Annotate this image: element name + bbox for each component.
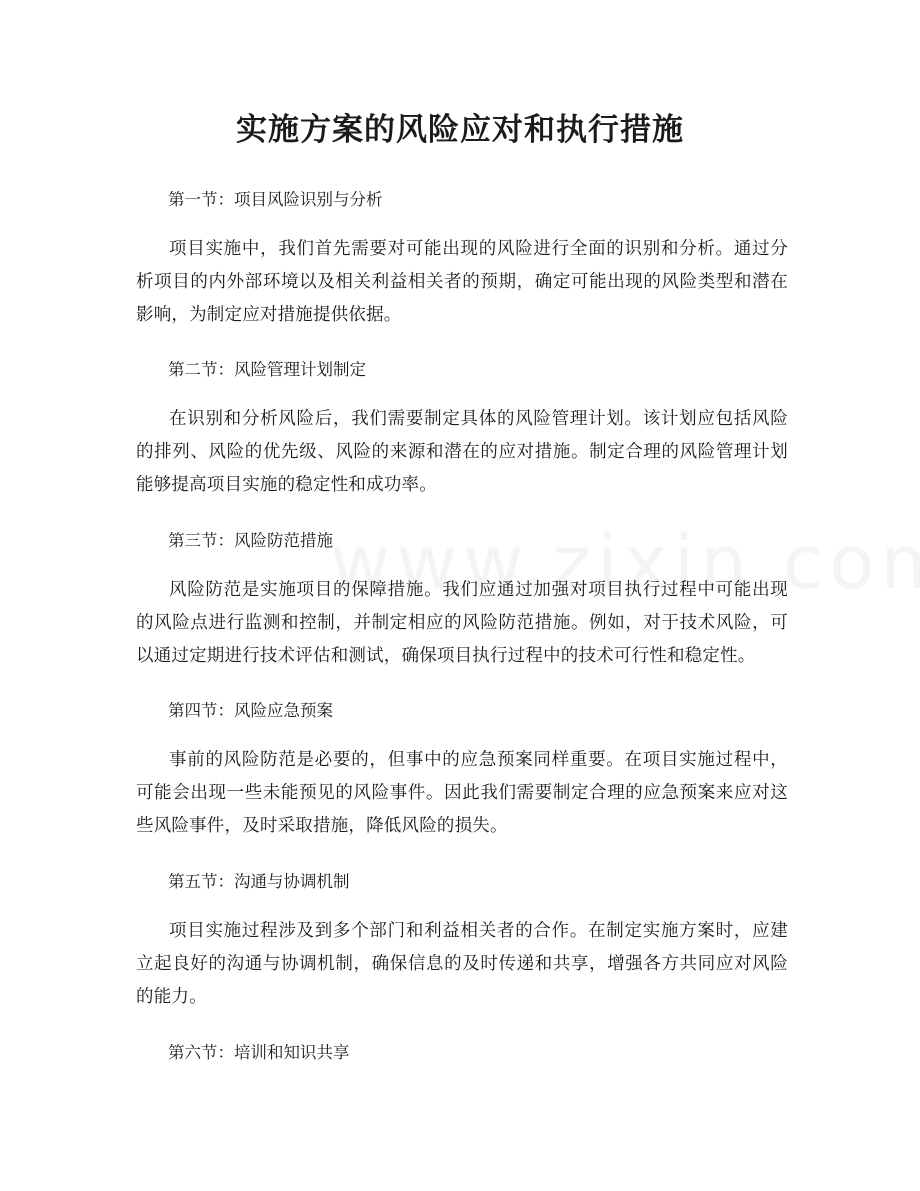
section-body-4: 事前的风险防范是必要的，但事中的应急预案同样重要。在项目实施过程中，可能会出现一些未能预见的风险事件。因此我们需要制定合理的应急预案来应对这些风险事件，及时采取措施，降低风险的损失。: [136, 750, 788, 836]
section-heading-6: 第六节：培训和知识共享: [168, 1043, 350, 1062]
section-heading-5: 第五节：沟通与协调机制: [168, 872, 350, 891]
section-heading-1: 第一节：项目风险识别与分析: [168, 190, 383, 209]
section-body-5: 项目实施过程涉及到多个部门和利益相关者的合作。在制定实施方案时，应建立起良好的沟通与协调机制，确保信息的及时传递和共享，增强各方共同应对风险的能力。: [136, 921, 788, 1007]
section-body-1: 项目实施中，我们首先需要对可能出现的风险进行全面的识别和分析。通过分析项目的内外部环境以及相关利益相关者的预期，确定可能出现的风险类型和潜在影响，为制定应对措施提供依据。: [136, 239, 788, 325]
section-body-2: 在识别和分析风险后，我们需要制定具体的风险管理计划。该计划应包括风险的排列、风险的优先级、风险的来源和潜在的应对措施。制定合理的风险管理计划能够提高项目实施的稳定性和成功率。: [136, 409, 788, 495]
section-heading-3: 第三节：风险防范措施: [168, 531, 333, 550]
section-heading-2: 第二节：风险管理计划制定: [168, 360, 366, 379]
document-title: 实施方案的风险应对和执行措施: [236, 112, 684, 148]
section-body-3: 风险防范是实施项目的保障措施。我们应通过加强对项目执行过程中可能出现的风险点进行监测和控制，并制定相应的风险防范措施。例如，对于技术风险，可以通过定期进行技术评估和测试，确保项目执行过程中的技术可行性和稳定性。: [136, 580, 788, 666]
section-heading-4: 第四节：风险应急预案: [168, 701, 333, 720]
